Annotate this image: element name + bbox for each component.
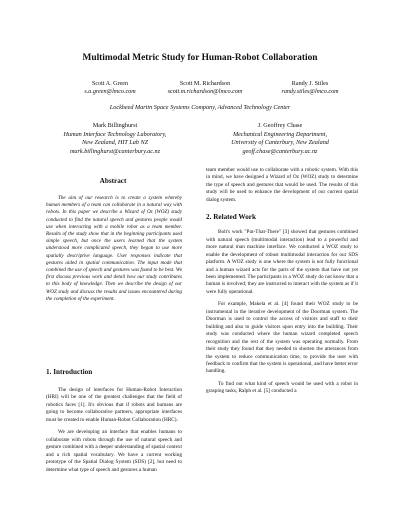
intro-paragraph-1: The design of interfaces for Human-Robot Interaction (HRI) will be one of the greatest challenges that the field of robotics faces [1]. It's obvious that if robots and humans are going to become collaborative partners, appropriate interfaces must be created to enable Human-Robot Collaboration (HRC). bbox=[46, 387, 182, 423]
author-name: Scott A. Green bbox=[91, 81, 129, 87]
abstract-heading: Abstract bbox=[99, 177, 127, 185]
right-paragraph-2: For example, Makela et al. [4] found their WOZ study to be instrumental in the iterative development of the Doorman system. The Doorman is used to control the access of visitors and staff to their building and also to guide visitors upon entry into the building. Their study was conducted where the human wizard completed speech recognition and the rest of the system was operating normally. From their study they found that they needed to shorten the utterances from the system to reduce communication time, to provide the user with feedback to confirm that the system is operational, and have better error handling. bbox=[206, 301, 358, 375]
author-name: Randy J. Stiles bbox=[291, 81, 329, 87]
abstract-text-block bbox=[46, 195, 182, 303]
author-billinghurst bbox=[40, 122, 190, 156]
right-paragraph-1: Bolt's work "Put-That-There" [3] showed that gestures combined with natural speech (multimodal interaction) lead to a powerful and more natural man machine interface. We conducted a WOZ study to enable the development of robust multimodal interaction for our SDS platform. A WOZ study is one where the system is not fully functional and a human wizard acts for the parts of the system that have not yet been implemented. The participants in a WOZ study do not know that a human is involved; they are instructed to interact with the system as if it were fully operational. bbox=[206, 229, 358, 295]
author-org: New Zealand, HIT Lab NZ bbox=[81, 139, 149, 147]
author-name: Mark Billinghurst bbox=[92, 122, 138, 129]
author-email: s.a.green@lmco.com bbox=[84, 89, 136, 95]
intro-paragraph-2: We are developing an interface that enables humans to collaborate with robots through the use of natural speech and gesture combined with a deeper understanding of spatial context and a rich spatial vocabulary. We have a current working prototype of the Spatial Dialog System (SDS) [2], but need to determine what type of speech and gestures a human bbox=[46, 429, 182, 473]
author-name: Scott M. Richardson bbox=[179, 81, 231, 87]
author-email: geoff.chase@canterbury.ac.nz bbox=[242, 147, 318, 155]
author-chase bbox=[205, 122, 355, 156]
related-work-heading: 2. Related Work bbox=[206, 213, 256, 222]
right-paragraph-3: To find out what kind of speech would be used with a robot in grasping tasks, Ralph et al. [5] conducted a bbox=[206, 380, 358, 395]
author-org: Mechanical Engineering Department, bbox=[233, 130, 327, 138]
author-stiles bbox=[260, 80, 360, 96]
author-richardson bbox=[150, 80, 260, 96]
author-email: randy.stiles@lmco.com bbox=[281, 89, 339, 95]
abstract-text: The aim of our research is to create a system whereby human members of a team can collaborate in a natural way with robots. In this paper we describe a Wizard of Oz (WOZ) study conducted to find the natural speech and gestures people would use when interacting with a mobile robot as a team member. Results of the study show that in the beginning participants used simple speech, but once the users learned that the system understood more complicated speech, they began to use more spatially descriptive language. User responses indicate that gestures aided in spatial communication. The input mode that combined the use of speech and gestures was found to be best. We first discuss previous work and detail how our study contributes to this body of knowledge. Then we describe the design of our WOZ study and discuss the results and issues encountered during the completion of the experiment. bbox=[46, 195, 182, 302]
author-org: Human Interface Technology Laboratory, bbox=[63, 130, 167, 138]
affiliation-lockheed: Lockheed Martin Space Systems Company, Advanced Technology Center bbox=[109, 104, 291, 111]
paper-title: Multimodal Metric Study for Human-Robot Collaboration bbox=[82, 53, 318, 63]
author-email: scott.m.richardson@lmco.com bbox=[167, 89, 243, 95]
intro-heading: 1. Introduction bbox=[46, 368, 93, 376]
author-org: University of Canterbury, New Zealand bbox=[231, 139, 329, 147]
author-name: J. Geoffrey Chase bbox=[257, 122, 303, 129]
right-column bbox=[206, 167, 358, 401]
left-column-intro bbox=[46, 368, 182, 479]
author-green bbox=[60, 80, 160, 96]
right-paragraph-0: team member would use to collaborate with a robotic system. With this in mind, we have designed a Wizard of Oz (WOZ) study to determine the type of speech and gestures that would be used. The results of this study will be used to enhance the development of our current spatial dialog system. bbox=[206, 167, 358, 203]
author-email: mark.billinghurst@canterbury.ac.nz bbox=[69, 147, 161, 155]
